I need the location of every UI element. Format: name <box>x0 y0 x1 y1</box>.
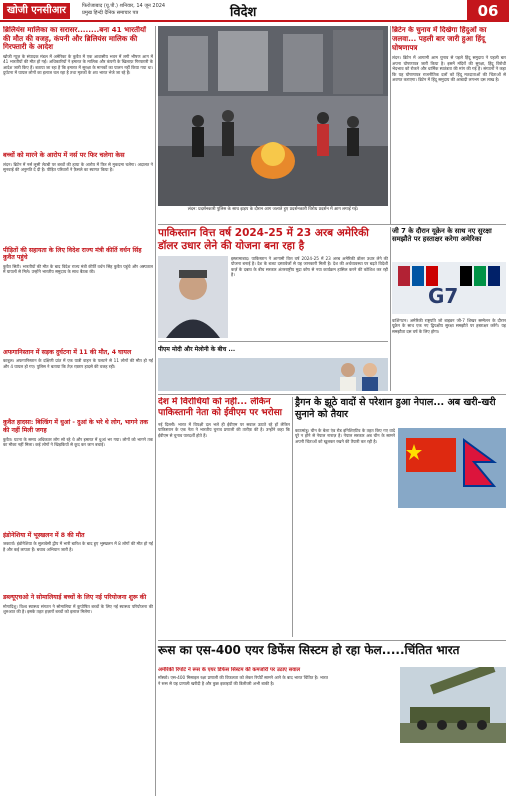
nepal-china-flags-photo <box>398 428 506 508</box>
s400-story-head: रूस का एस-400 एयर डिफेंस सिस्टम हो रहा फेल.....चिंतित भारत <box>158 643 460 657</box>
s400-story-subhead: अमेरिकी रिपोर्ट ने रूस के एयर डिफेंस सिस्टम की कमजोरी पर उठाए सवाल <box>158 667 300 673</box>
story-indonesia-head: इंडोनेशिया में भूस्खलन में 8 की मौत <box>3 531 85 539</box>
story-kuwait-smoke-body: कुवैत। घटना के समय अधिकतर लोग सो रहे थे और इमारत में धुआं भर गया। लोगों को भागने तक का मौका नहीं मिला। कई लोगों ने खिड़कियों से कूद कर जान बचाई। <box>3 436 153 447</box>
story-nurse-body: लंदन। ब्रिटेन में नर्स लूसी लेटबी पर बच्चों की हत्या के आरोप में फिर से मुकदमा चलेगा। अदालत ने सुनवाई की अनुमति दे दी है। पीड़ित परिवारों ने फ़ैसले का स्वागत किया है। <box>3 161 153 172</box>
hindu-manifesto-body: लंदन। ब्रिटेन में आगामी आम चुनाव से पहले हिंदू समुदाय ने पहली बार अपना घोषणापत्र जारी किया है। इसमें मंदिरों की सुरक्षा, हिंदू विरोधी भेदभाव को रोकने और धार्मिक स्वतंत्रता की मांग की गई है। संगठनों ने कहा कि यह घोषणापत्र राजनीतिक दलों को हिंदू मतदाताओं की चिंताओं से अवगत कराएगा। ब्रिटेन में हिंदू समुदाय की आबादी लगभग दस लाख है। <box>392 55 506 83</box>
pakistan-leader-photo <box>158 256 228 338</box>
dateline-line2: प्रमुख हिन्दी दैनिक समाचार पत्र <box>82 10 139 16</box>
left-column <box>3 26 153 796</box>
story-who-body: मोगादिशु। विश्व स्वास्थ्य संगठन ने सोमालिया में कुपोषित बच्चों के लिए नई स्वास्थ्य परियोजना की शुरुआत की है। इसके तहत हज़ारों बच्चों को इलाज मिलेगा। <box>3 603 153 615</box>
masthead <box>0 0 509 22</box>
modi-meloni-strip <box>158 344 388 356</box>
protest-photo <box>158 26 388 206</box>
story-kuwait-smoke-head: कुवैत हादसा: बिल्डिंग में धुआं - दुआं के भरे थे लोग, भागने तक की नहीं मिली जगह <box>3 419 149 434</box>
story-kuwait-fire-head: ब्रिलियंस मालिका का सरासर........बना 41 भारतीयों की मौत की वजह, कंपनी और ब्रिलियंस मालिक की गिरफ्तारी के आदेश <box>3 26 146 52</box>
story-afghan-body: काबुल। अफगानिस्तान के दक्षिणी प्रांत में एक यात्री वाहन के पलटने से 11 लोगों की मौत हो गई और 4 घायल हो गए। पुलिस ने बताया कि तेज़ रफ़्तार हादसे की वजह रही। <box>3 358 153 369</box>
pakistan-story-headline-box <box>158 227 388 253</box>
s400-story-body: मॉस्को। एस-400 मिसाइल रक्षा प्रणाली की विफलता को लेकर रिपोर्टें सामने आने के बाद भारत चिंतित है। भारत ने रूस से यह प्रणाली खरीदी है और कुछ इकाइयों की डिलीवरी अभी बाकी है। <box>158 675 328 686</box>
china-nepal-flags-graphic <box>398 428 506 508</box>
nepal-story-head: ड्रैगन के झूठे वादों से परेशान हुआ नेपाल... अब खरी-खरी सुनाने को तैयार <box>295 397 496 420</box>
story-afghan-head: अफगानिस्तान में सड़क दुर्घटना में 11 की मौत, 4 घायल <box>3 348 132 356</box>
section-divider <box>158 640 506 641</box>
hindu-manifesto-story <box>392 26 506 224</box>
section-divider <box>158 224 506 225</box>
g7-story-body: वाशिंगटन। अमेरिकी राष्ट्रपति जो बाइडन जी-7 शिखर सम्मेलन के दौरान यूक्रेन के साथ एक नए द्विपक्षीय सुरक्षा समझौते पर हस्ताक्षर करेंगे। यह समझौता दस वर्ष के लिए होगा। <box>392 318 506 334</box>
s400-story-headline-box <box>158 643 506 665</box>
dateline <box>82 3 222 17</box>
modi-meloni-graphic <box>158 358 388 391</box>
section-divider <box>158 341 388 342</box>
story-indonesia-body: जकार्ता। इंडोनेशिया के सुलावेसी द्वीप में भारी बारिश के बाद हुए भूस्खलन में 8 लोगों की मौत हो गई है और कई लापता हैं। बचाव अभियान जारी है। <box>3 541 153 552</box>
modi-meloni-photo <box>158 358 388 391</box>
story-nurse-head: बच्चों को मारने के आरोप में नर्स पर फिर चलेगा केस <box>3 150 125 159</box>
story-kuwait-fire-body: खोजी न्यूज़ के संपादक मंडल में अमेरिका के कुवैत में एक आवासीय भवन में लगी भीषण आग में 41 भारतीयों की मौत हो गई। अधिकारियों ने इमारत के मालिक और कंपनी के खिलाफ़ गिरफ्तारी के आदेश जारी किए हैं। बताया जा रहा है कि इमारत में सुरक्षा के मानकों का पालन नहीं किया गया था। दुर्घटना में घायल लोगों का इलाज चल रहा है तथा मृतकों के शव भारत भेजे जा रहे हैं। <box>3 53 153 75</box>
newspaper-logo: खोजी एनसीआर <box>3 3 70 19</box>
story-minister-head: पीड़ितों की सहायता के लिए विदेश राज्य मंत्री कीर्ति वर्धन सिंह कुवैत पहुंचे <box>3 246 142 262</box>
column-divider <box>155 26 156 796</box>
s400-photo <box>400 667 506 743</box>
g7-logo-text: G7 <box>428 284 459 308</box>
story-minister-body: कुवैत सिटी। भारतीयों की मौत के बाद विदेश राज्य मंत्री कीर्ति वर्धन सिंह कुवैत पहुंचे और अस्पताल में घायलों से मिले। उन्होंने भारतीय समुदाय के साथ बैठक की। <box>3 263 153 275</box>
protest-photo-caption: लंदन: प्रदर्शनकारी पुलिस के साथ झड़प के दौरान आग जलाते हुए प्रदर्शनकारी विरोध प्रदर्शन में आग लगाई गई। <box>187 207 359 212</box>
page-number: 06 <box>467 0 509 22</box>
dateline-line1: फिरोजाबाद (यू.पी.) शनिवार, 14 जून 2024 <box>82 3 166 9</box>
evm-story-body: नई दिल्ली। भारत में विपक्षी दल भले ही ईवीएम पर सवाल उठाते रहे हों लेकिन पाकिस्तान के एक नेता ने भारतीय चुनाव प्रणाली की तारीफ़ की है। उन्होंने कहा कि ईवीएम से चुनाव पारदर्शी होते हैं। <box>158 422 290 438</box>
hindu-manifesto-head: ब्रिटेन के चुनाव में दिखेगा हिंदुओं का जलवा... पहली बार जारी हुआ हिंदू घोषणापत्र <box>392 26 487 52</box>
section-divider <box>158 394 506 395</box>
evm-story <box>158 397 290 637</box>
g7-story-headline-box <box>392 227 506 257</box>
s400-launcher-graphic <box>400 667 506 743</box>
nepal-story-headline-box <box>295 397 506 425</box>
pakistan-story-body: इस्लामाबाद। पाकिस्तान ने आगामी वित्त वर्ष 2024-25 में 23 अरब अमेरिकी डॉलर उधार लेने की योजना बनाई है। देश के बजट दस्तावेजों से यह जानकारी मिली है। देश की अर्थव्यवस्था पर बढ़ते विदेशी कर्ज़ के दबाव के बीच सरकार अंतरराष्ट्रीय मुद्रा कोष से नया कार्यक्रम हासिल करने की कोशिश कर रही है। <box>231 256 388 278</box>
column-divider <box>390 227 391 391</box>
nepal-story-body: काठमांडू। चीन के बेल्ट एंड रोड इनिशिएटिव के तहत किए गए वादे पूरे न होने से नेपाल नाराज़ है। नेपाल सरकार अब चीन के सामने अपनी चिंताओं को खुलकर रखने की तैयारी कर रही है। <box>295 428 395 444</box>
modi-meloni-head: पीएम मोदी और मेलोनी के बीच ... <box>158 346 236 353</box>
protest-photo-graphic <box>158 26 388 206</box>
g7-flags-photo <box>392 262 506 314</box>
column-divider <box>390 26 391 224</box>
story-who-head: डब्ल्यूएचओ ने सोमालियाई बच्चों के लिए नई परियोजना शुरू की <box>3 594 147 602</box>
section-title: विदेश <box>230 5 257 20</box>
column-divider <box>292 397 293 637</box>
s400-story-text <box>158 667 328 797</box>
leader-portrait-graphic <box>158 256 228 338</box>
pakistan-story-head: पाकिस्तान वित्त वर्ष 2024-25 में 23 अरब अमेरिकी डॉलर उधार लेने की योजना बना रहा है <box>158 227 369 252</box>
g7-story-head: जी 7 के दौरान यूक्रेन के साथ नए सुरक्षा समझौते पर हस्ताक्षर करेगा अमेरिका <box>392 227 492 244</box>
evm-story-head: देश में विरोधियों को नहीं... लेकिन पाकिस्तानी नेता को ईवीएम पर भरोसा <box>158 397 283 418</box>
